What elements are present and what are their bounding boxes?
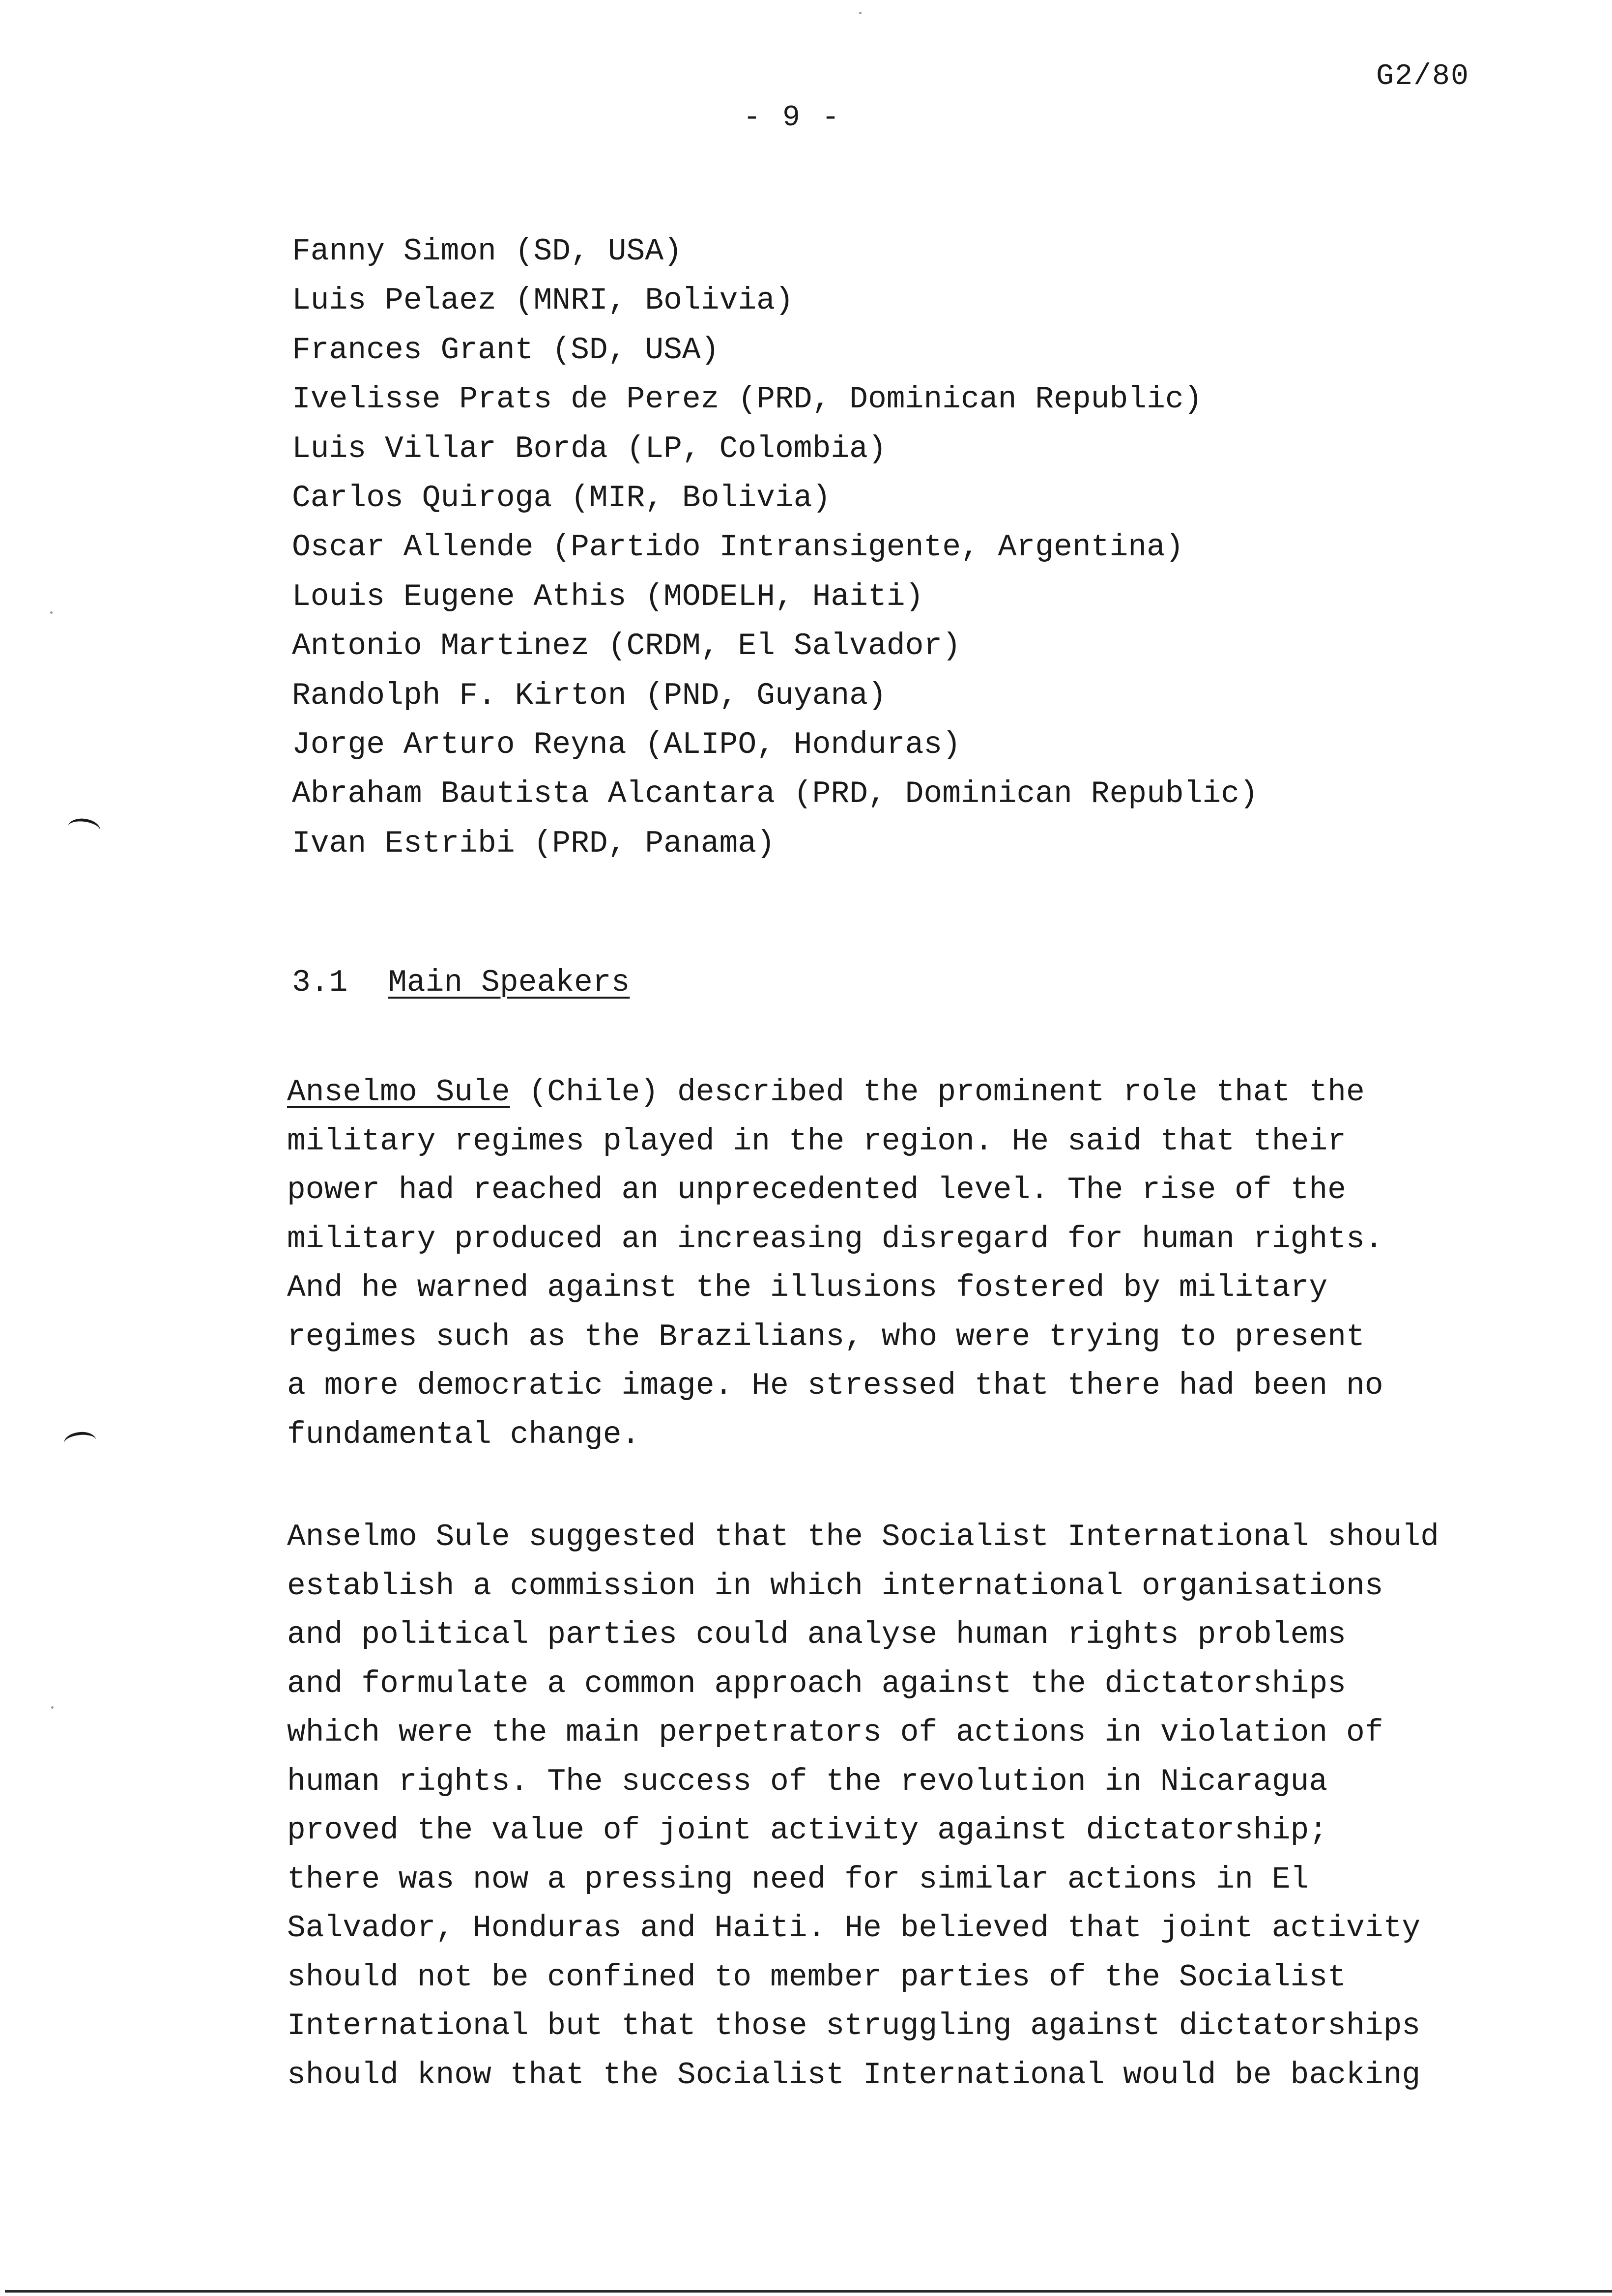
attendee-item: Luis Villar Borda (LP, Colombia) [292, 431, 887, 466]
paragraph-line: and formulate a common approach against the dictatorships [287, 1666, 1346, 1701]
paragraph-line: Anselmo Sule suggested that the Socialist International should [287, 1520, 1439, 1554]
attendee-item: Luis Pelaez (MNRI, Bolivia) [292, 283, 794, 318]
attendee-list [292, 227, 1258, 868]
paragraph-line: which were the main perpetrators of actions in violation of [287, 1715, 1383, 1750]
page-bottom-edge [5, 2290, 1612, 2293]
paragraph-line: human rights. The success of the revolution in Nicaragua [287, 1764, 1328, 1799]
attendee-item: Abraham Bautista Alcantara (PRD, Dominican Republic) [292, 776, 1258, 812]
paragraph-line: Salvador, Honduras and Haiti. He believed that joint activity [287, 1911, 1421, 1946]
attendee-item: Fanny Simon (SD, USA) [292, 234, 682, 269]
attendee-item: Louis Eugene Athis (MODELH, Haiti) [292, 579, 924, 614]
attendee-item: Ivelisse Prats de Perez (PRD, Dominican Republic) [292, 382, 1203, 417]
speaker-paragraph [287, 1068, 1383, 1459]
scan-speck [859, 12, 862, 14]
section-title: Main Speakers [388, 965, 630, 1000]
attendee-item: Carlos Quiroga (MIR, Bolivia) [292, 481, 831, 516]
scan-speck [51, 1706, 54, 1709]
speaker-name: Anselmo Sule [287, 1075, 510, 1110]
attendee-item: Randolph F. Kirton (PND, Guyana) [292, 678, 887, 713]
page-number: - 9 - [743, 101, 842, 135]
paragraph-line: fundamental change. [287, 1417, 640, 1452]
attendee-item: Ivan Estribi (PRD, Panama) [292, 826, 775, 861]
document-code: G2/80 [1376, 60, 1470, 93]
paragraph-line [287, 1068, 1383, 1117]
paragraph-line: proved the value of joint activity against dictatorship; [287, 1813, 1328, 1848]
proposal-paragraph [287, 1513, 1439, 2099]
binder-hole-mark [67, 817, 102, 841]
paragraph-line: military produced an increasing disregard for human rights. [287, 1221, 1383, 1257]
scan-speck [50, 611, 53, 614]
section-number: 3.1 [292, 965, 348, 1000]
paragraph-line: should know that the Socialist International would be backing [287, 2057, 1421, 2093]
paragraph-line: And he warned against the illusions fostered by military [287, 1270, 1328, 1305]
paragraph-line-text: (Chile) described the prominent role that the [510, 1075, 1365, 1110]
binder-hole-mark [63, 1431, 97, 1454]
paragraph-line: International but that those struggling against dictatorships [287, 2009, 1421, 2043]
paragraph-line: there was now a pressing need for similar actions in El [287, 1862, 1309, 1897]
attendee-item: Jorge Arturo Reyna (ALIPO, Honduras) [292, 727, 961, 763]
paragraph-line: power had reached an unprecedented level. The rise of the [287, 1173, 1346, 1207]
attendee-item: Antonio Martinez (CRDM, El Salvador) [292, 629, 961, 664]
attendee-item: Oscar Allende (Partido Intransigente, Argentina) [292, 530, 1184, 565]
attendee-item: Frances Grant (SD, USA) [292, 332, 720, 368]
paragraph-line: and political parties could analyse human rights problems [287, 1617, 1346, 1652]
paragraph-line: regimes such as the Brazilians, who were trying to present [287, 1319, 1365, 1354]
paragraph-line: should not be confined to member parties of the Socialist [287, 1959, 1346, 1995]
section-heading [292, 965, 630, 1000]
paragraph-line: establish a commission in which international organisations [287, 1568, 1383, 1604]
paragraph-line: a more democratic image. He stressed that there had been no [287, 1368, 1383, 1403]
paragraph-line: military regimes played in the region. He said that their [287, 1123, 1346, 1159]
